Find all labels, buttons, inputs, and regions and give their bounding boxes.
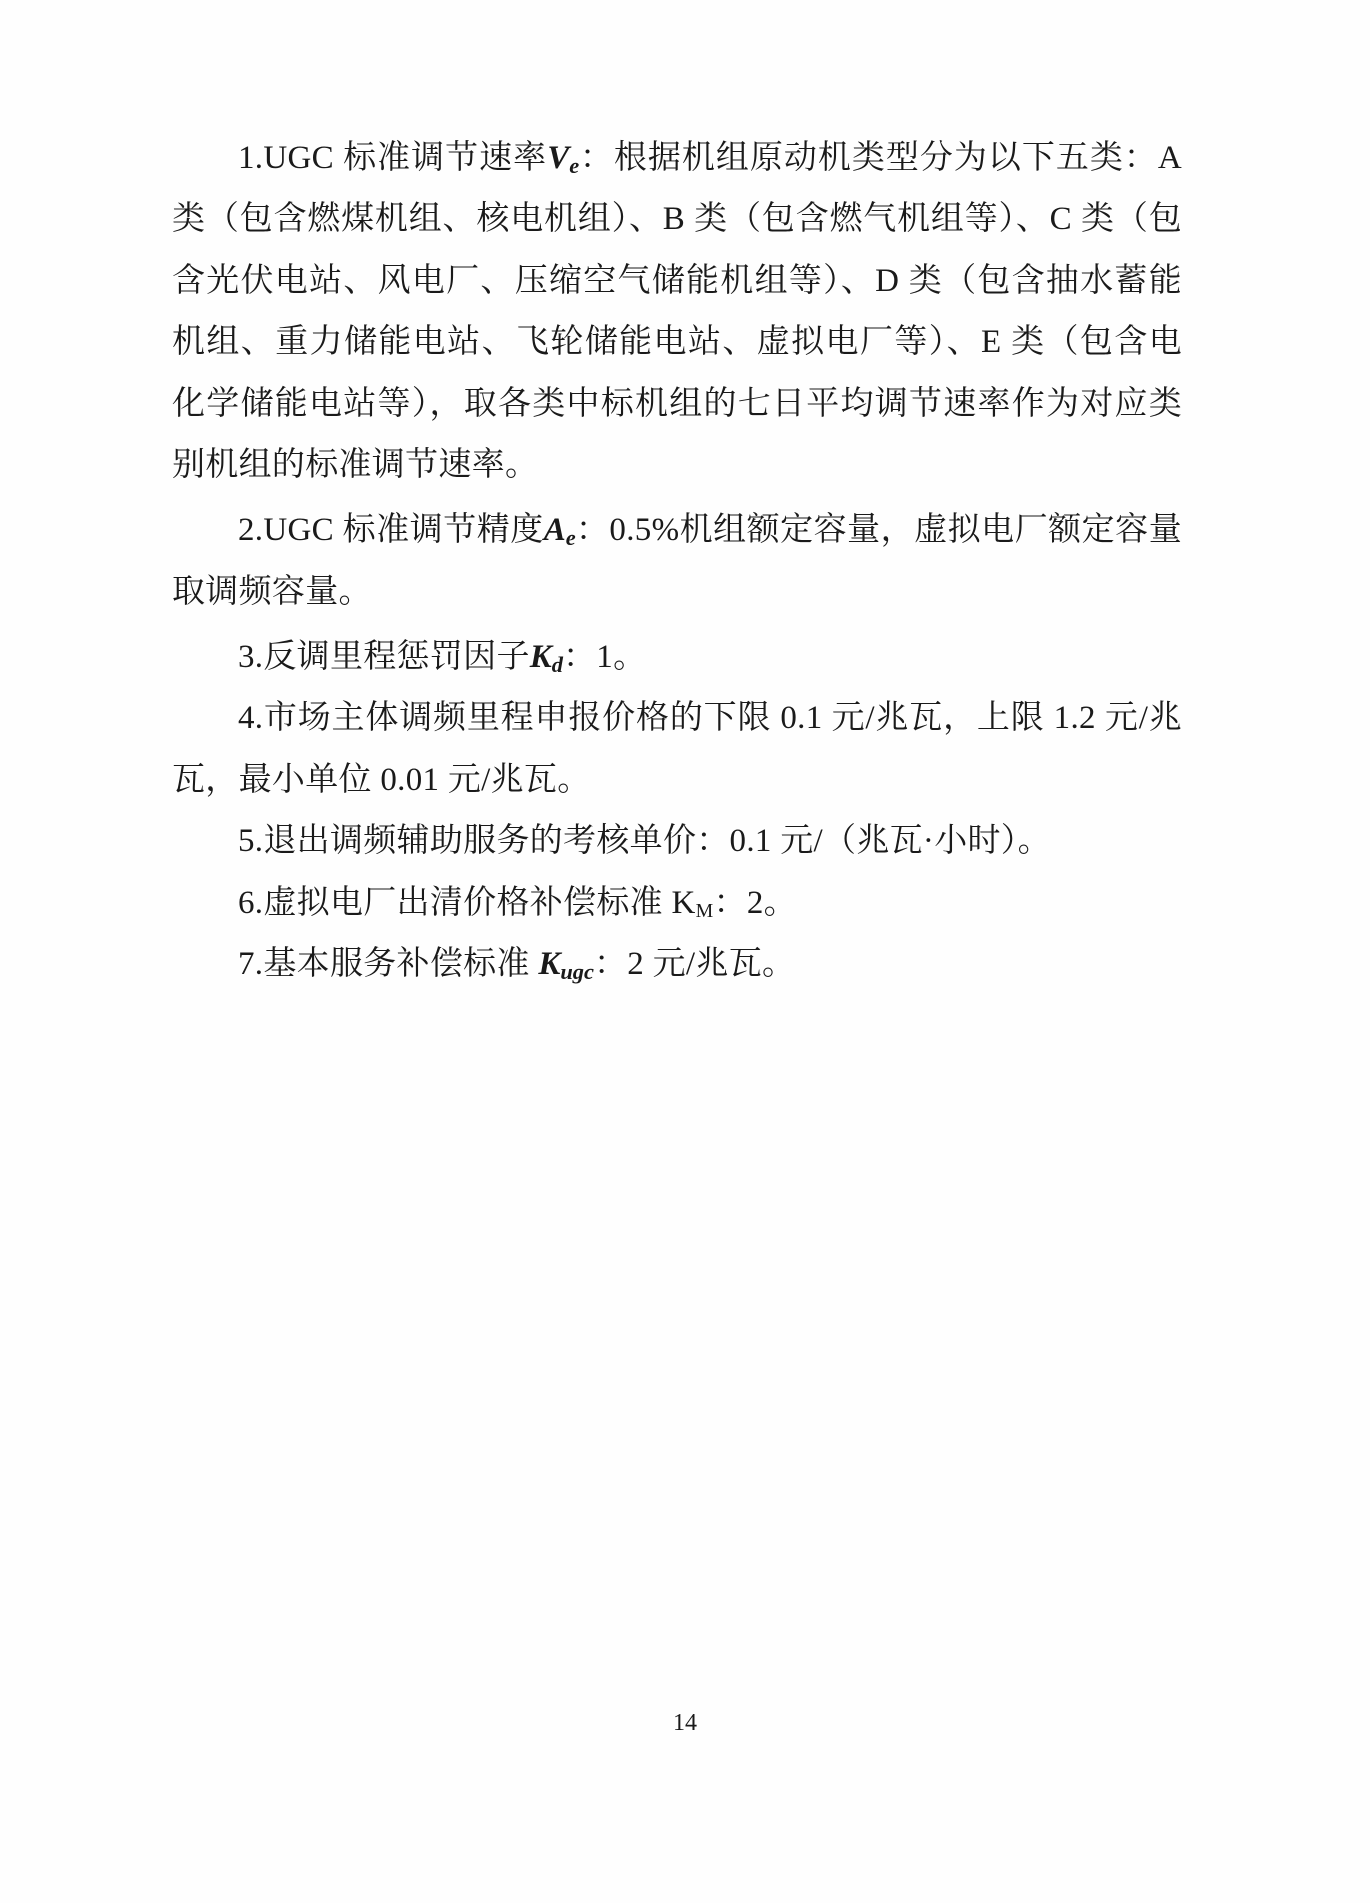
text-run: ：根据机组原动机类型分为以下五类：A 类（包含燃煤机组、核电机组）、B 类（包含燃气机组等）、C 类（包含光伏电站、风电厂、压缩空气储能机组等）、D 类（包含抽水蓄能机组、重力储能电站、飞轮储能电站、虚拟电厂等）、E 类（包含电化学储能电站等），取各类中标机组的七日平均调节速率作为对应类别机组的标准调节速率。 bbox=[172, 140, 1183, 483]
math-symbol: $K_d$ bbox=[529, 639, 563, 677]
paragraph-item-2 bbox=[172, 500, 1182, 623]
text-run: ：2。 bbox=[713, 884, 797, 921]
text-run: ：0.5%机组额定容量，虚拟电厂额定容量取调频容量。 bbox=[172, 512, 1182, 610]
text-run: 1.UGC 标准调节速率 bbox=[238, 140, 548, 176]
paragraph-item-3 bbox=[172, 627, 1182, 688]
text-run: 6.虚拟电厂出清价格补偿标准 bbox=[238, 884, 672, 921]
math-symbol: $V_e$ bbox=[547, 140, 580, 178]
text-run: 4.市场主体调频里程申报价格的下限 0.1 元/兆瓦，上限 1.2 元/兆瓦，最小单位 0.01 元/兆瓦。 bbox=[172, 700, 1182, 798]
paragraph-item-4 bbox=[172, 688, 1182, 811]
text-run: 2.UGC 标准调节精度 bbox=[238, 512, 544, 549]
page-number: 14 bbox=[673, 1710, 697, 1736]
text-run: ：1。 bbox=[562, 639, 647, 675]
text-run: 3.反调里程惩罚因子 bbox=[238, 639, 530, 675]
paragraph-item-1 bbox=[172, 128, 1182, 496]
text-run: 5.退出调频辅助服务的考核单价：0.1 元/（兆瓦·小时）。 bbox=[238, 823, 1051, 860]
math-symbol: $K_{ugc}$ bbox=[538, 945, 594, 984]
text-run: 7.基本服务补偿标准 bbox=[238, 945, 539, 982]
paragraph-item-5 bbox=[172, 811, 1182, 872]
document-body bbox=[172, 128, 1182, 995]
math-symbol: $K_M$ bbox=[671, 884, 714, 922]
math-symbol: $A_e$ bbox=[543, 512, 576, 551]
text-run: ：2 元/兆瓦。 bbox=[593, 945, 796, 982]
paragraph-item-6 bbox=[172, 873, 1182, 934]
paragraph-item-7 bbox=[172, 934, 1182, 995]
